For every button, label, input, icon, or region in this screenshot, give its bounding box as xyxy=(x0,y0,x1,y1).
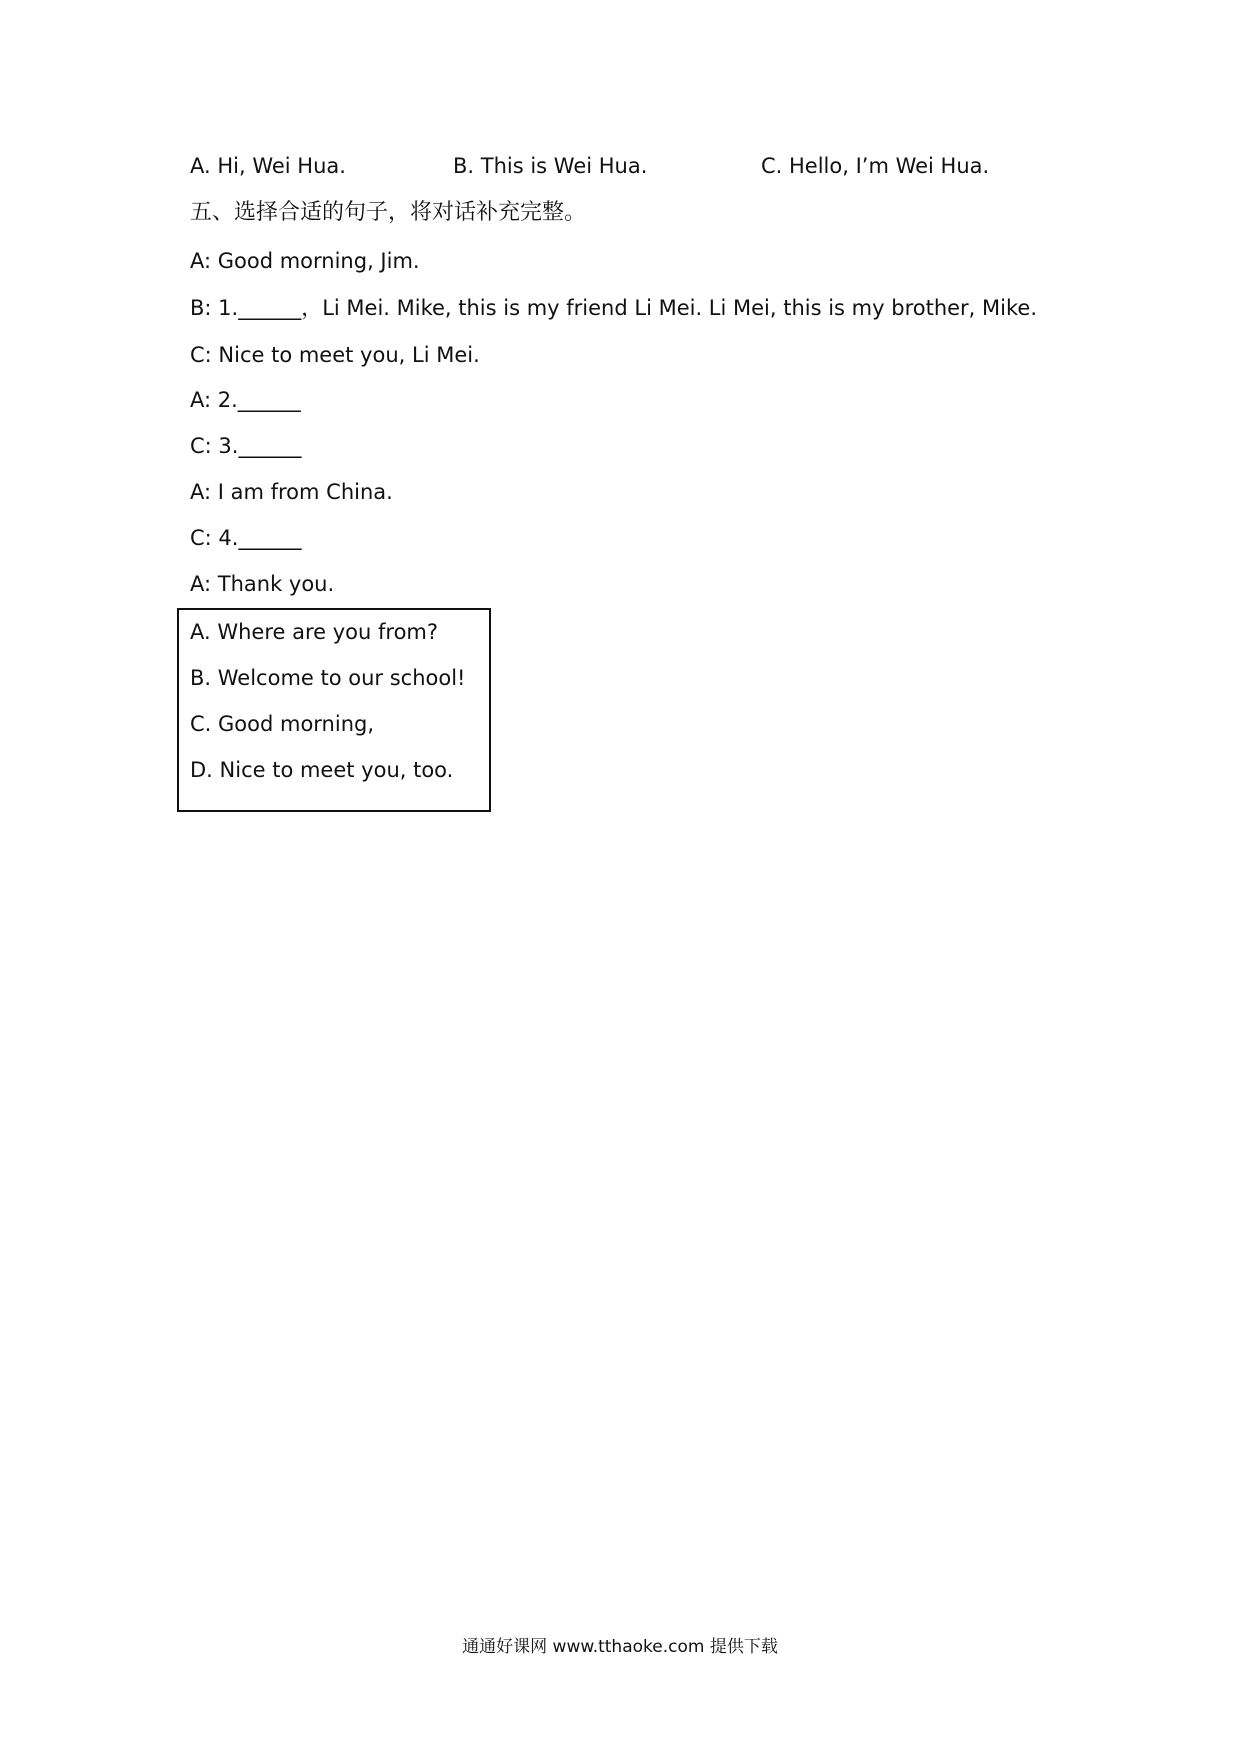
dialogue-line: A: I am from China. xyxy=(190,480,393,504)
dialogue-line: A: Good morning, Jim. xyxy=(190,249,420,273)
dialogue-line: C: 3.______ xyxy=(190,434,302,458)
option-c: C. Hello, I’m Wei Hua. xyxy=(761,154,990,178)
option-a: A. Hi, Wei Hua. xyxy=(190,154,346,178)
answer-choice: A. Where are you from? xyxy=(190,620,439,644)
option-b: B. This is Wei Hua. xyxy=(453,154,648,178)
dialogue-line: A: 2.______ xyxy=(190,388,301,412)
question-options-row xyxy=(190,152,1090,182)
dialogue-line: C: 4.______ xyxy=(190,526,302,550)
answer-choice: D. Nice to meet you, too. xyxy=(190,758,454,782)
dialogue-line: C: Nice to meet you, Li Mei. xyxy=(190,343,480,367)
section-heading: 五、选择合适的句子，将对话补充完整。 xyxy=(190,200,587,225)
answer-choices-box xyxy=(177,608,491,812)
answer-choice: B. Welcome to our school! xyxy=(190,666,466,690)
page-footer: 通通好课网 www.tthaoke.com 提供下载 xyxy=(462,1637,778,1657)
dialogue-line: B: 1.______，Li Mei. Mike, this is my friend Li Mei. Li Mei, this is my brother, Mike. xyxy=(190,296,1037,320)
answer-choice: C. Good morning, xyxy=(190,712,375,736)
dialogue-line: A: Thank you. xyxy=(190,572,335,596)
